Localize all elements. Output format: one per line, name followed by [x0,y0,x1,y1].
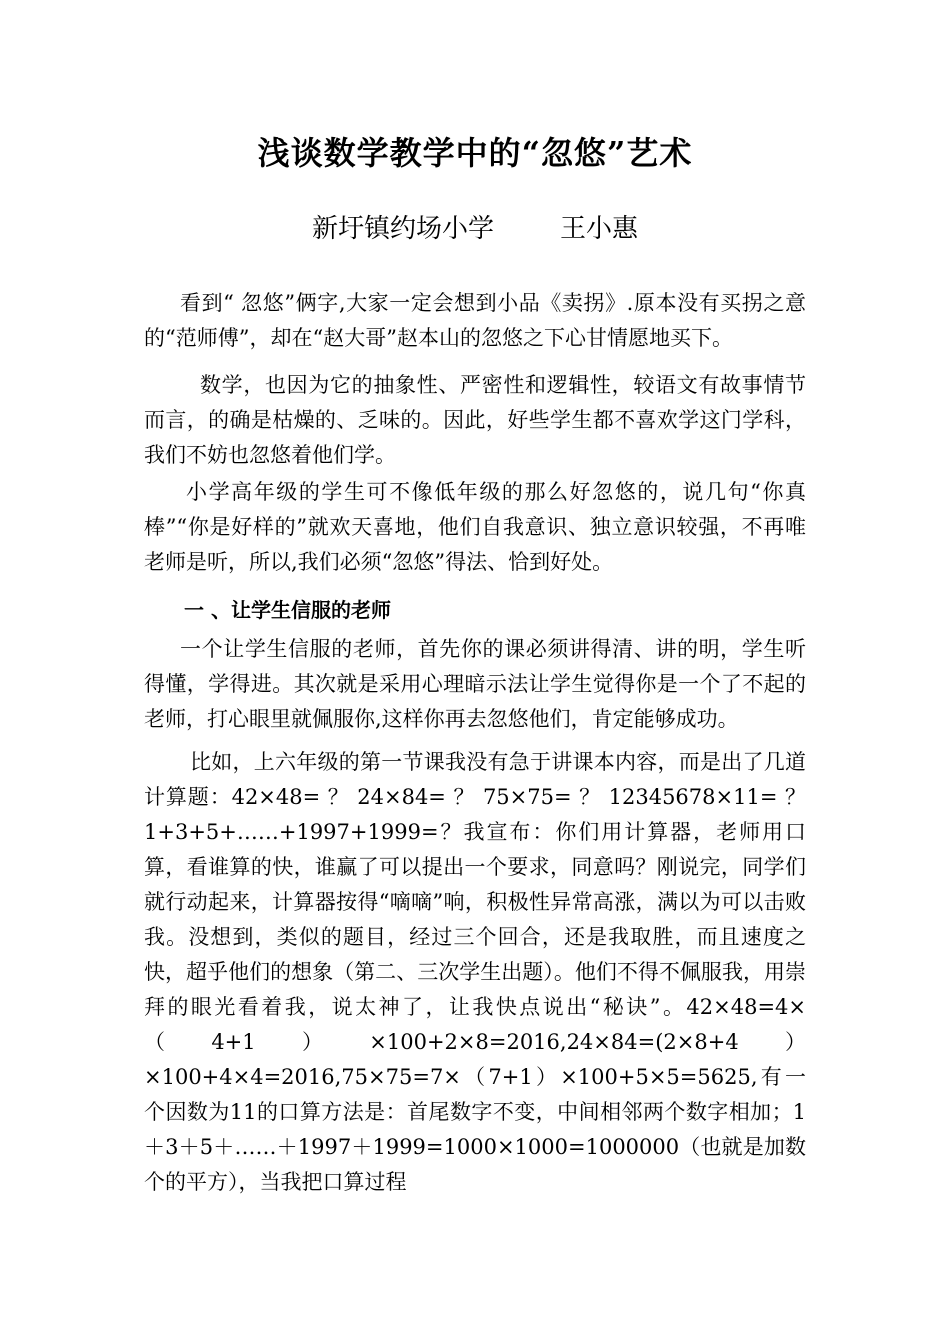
author-name: 王小惠 [560,214,639,244]
paragraph-older-students: 小学高年级的学生可不像低年级的那么好忽悠的，说几句“你真棒”“你是好样的”就欢天喜地，他们自我意识、独立意识较强，不再唯老师是听，所以,我们必须“忽悠”得法、恰到好处。 [144,480,806,574]
author-byline [0,208,950,245]
section-heading: 一 、让学生信服的老师 [184,598,391,622]
author-school: 新圩镇约场小学 [311,214,494,244]
document-title: 浅谈数学教学中的“忽悠”艺术 [257,134,693,172]
paragraph-math-boring: 数学，也因为它的抽象性、严密性和逻辑性，较语文有故事情节而言，的确是枯燥的、乏味的。因此，好些学生都不喜欢学这门学科，我们不妨也忽悠着他们学。 [144,373,806,467]
document-body [144,286,806,1200]
paragraph-trusted-teacher: 一个让学生信服的老师，首先你的课必须讲得清、讲的明，学生听得懂，学得进。其次就是采用心理暗示法让学生觉得你是一个了不起的老师，打心眼里就佩服你,这样你再去忽悠他们，肯定能够成功。 [144,637,806,731]
paragraph-intro: 看到“ 忽悠”俩字,大家一定会想到小品《卖拐》.原本没有买拐之意的“范师傅”，却在“赵大哥”赵本山的忽悠之下心甘情愿地买下。 [144,291,806,350]
paragraph-calculation-example: 比如，上六年级的第一节课我没有急于讲课本内容，而是出了几道计算题：42×48= ？ 24×84= ？ 75×75= ？ 12345678×11= ？ 1+3+5+……+1997+1999=？我宣布：你们用计算器，老师用口算，看谁算的快，谁赢了可以提出一个要求，同意吗？刚说完，同学们就行动起来，计算器按得“嘀嘀”响，积极性异常高涨，满以为可以击败我。没想到，类似的题目，经过三个回合，还是我取胜，而且速度之快，超乎他们的想象（第二、三次学生出题）。他们不得不佩服我，用崇拜的眼光看着我，说太神了，让我快点说出“秘诀”。42×48=4×（4+1）×100+2×8=2016,24×84=(2×8+4）×100+4×4=2016,75×75=7×（7+1）×100+5×5=5625,有一个因数为11的口算方法是：首尾数字不变，中间相邻两个数字相加；1＋3＋5＋……＋1997＋1999=1000×1000=1000000（也就是加数个的平方），当我把口算过程 [144,750,806,1194]
